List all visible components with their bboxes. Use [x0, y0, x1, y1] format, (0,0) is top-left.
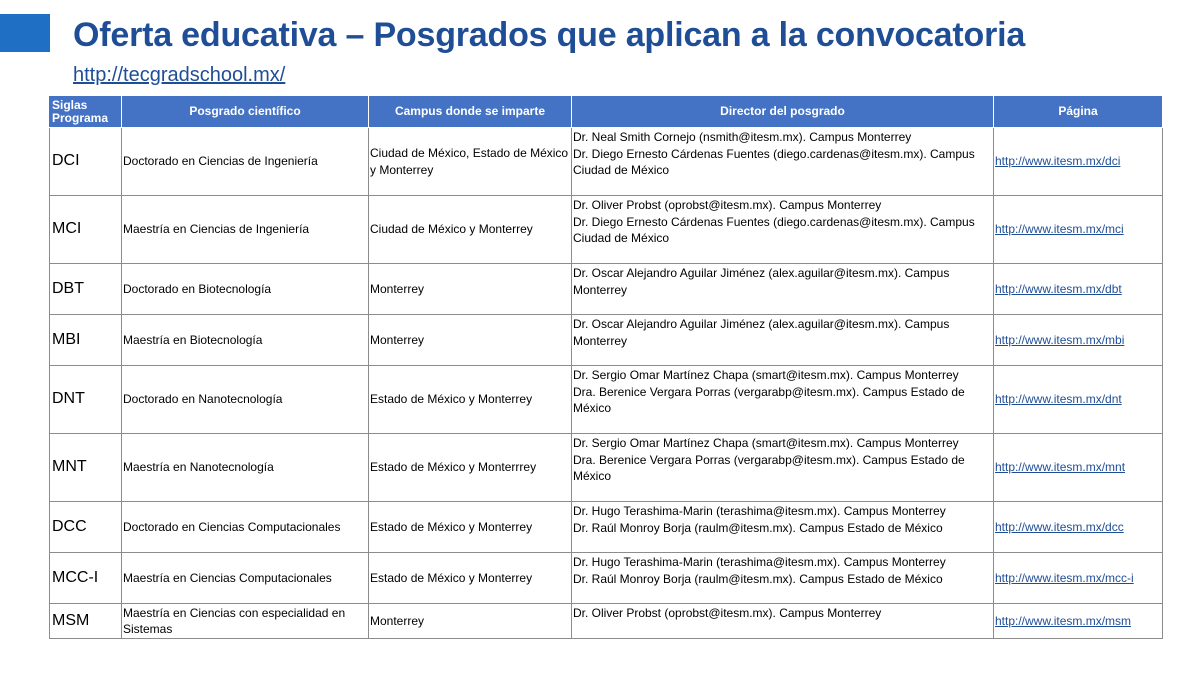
director-entry: Dr. Hugo Terashima-Marin (terashima@itesm.mx). Campus Monterrey [573, 504, 946, 518]
program-page-link[interactable]: http://www.itesm.mx/mbi [995, 332, 1125, 347]
program-code: DNT [50, 366, 122, 434]
table-row [50, 196, 1163, 264]
program-directors [572, 196, 994, 264]
director-entry: Dra. Berenice Vergara Porras (vergarabp@itesm.mx). Campus Estado de México [573, 384, 965, 415]
director-entry: Dr. Sergio Omar Martínez Chapa (smart@itesm.mx). Campus Monterrey [573, 436, 959, 450]
table-header-row [50, 96, 1163, 128]
table-row [50, 553, 1163, 604]
program-page [994, 264, 1163, 315]
program-directors [572, 434, 994, 502]
program-code: DCI [50, 128, 122, 196]
program-code: MNT [50, 434, 122, 502]
program-name: Maestría en Nanotecnología [122, 434, 369, 502]
program-page [994, 553, 1163, 604]
table-row [50, 128, 1163, 196]
table-row [50, 604, 1163, 639]
program-directors [572, 128, 994, 196]
page-title: Oferta educativa – Posgrados que aplican a la convocatoria [73, 16, 1026, 54]
program-directors [572, 553, 994, 604]
table-row [50, 264, 1163, 315]
director-entry: Dr. Diego Ernesto Cárdenas Fuentes (diego.cardenas@itesm.mx). Campus Ciudad de México [573, 146, 975, 177]
programs-table [49, 95, 1163, 639]
program-name: Maestría en Ciencias con especialidad en Sistemas [122, 604, 369, 639]
program-campus: Monterrey [369, 315, 572, 366]
program-page [994, 604, 1163, 639]
column-header-program: Posgrado científico [122, 96, 369, 128]
program-page [994, 366, 1163, 434]
director-entry: Dr. Raúl Monroy Borja (raulm@itesm.mx). Campus Estado de México [573, 520, 943, 535]
program-page-link[interactable]: http://www.itesm.mx/msm [995, 613, 1132, 628]
column-header-campus: Campus donde se imparte [369, 96, 572, 128]
program-page-link[interactable]: http://www.itesm.mx/mcc-i [995, 570, 1134, 585]
table-row [50, 366, 1163, 434]
column-header-director: Director del posgrado [572, 96, 994, 128]
program-page [994, 502, 1163, 553]
program-code: MCC-I [50, 553, 122, 604]
program-name: Doctorado en Ciencias de Ingeniería [122, 128, 369, 196]
grad-school-link[interactable]: http://tecgradschool.mx/ [73, 64, 286, 86]
program-campus: Estado de México y Monterrey [369, 553, 572, 604]
program-directors [572, 604, 994, 639]
program-name: Maestría en Biotecnología [122, 315, 369, 366]
program-name: Doctorado en Ciencias Computacionales [122, 502, 369, 553]
program-page-link[interactable]: http://www.itesm.mx/mci [995, 222, 1124, 237]
program-campus: Ciudad de México y Monterrey [369, 196, 572, 264]
column-header-code: Siglas Programa [50, 96, 122, 128]
program-page [994, 315, 1163, 366]
program-name: Maestría en Ciencias Computacionales [122, 553, 369, 604]
director-entry: Dr. Oscar Alejandro Aguilar Jiménez (alex.aguilar@itesm.mx). Campus Monterrey [573, 266, 950, 297]
table-row [50, 434, 1163, 502]
program-page-link[interactable]: http://www.itesm.mx/dcc [995, 519, 1124, 534]
program-code: MBI [50, 315, 122, 366]
program-page-link[interactable]: http://www.itesm.mx/dbt [995, 281, 1122, 296]
program-campus: Monterrey [369, 264, 572, 315]
program-code: DBT [50, 264, 122, 315]
program-campus: Estado de México y Monterrey [369, 366, 572, 434]
director-entry: Dr. Oliver Probst (oprobst@itesm.mx). Campus Monterrey [573, 198, 882, 212]
program-page [994, 434, 1163, 502]
column-header-page: Página [994, 96, 1163, 128]
table-row [50, 315, 1163, 366]
program-campus: Monterrey [369, 604, 572, 639]
program-code: MCI [50, 196, 122, 264]
program-directors [572, 315, 994, 366]
program-campus: Ciudad de México, Estado de México y Monterrey [369, 128, 572, 196]
director-entry: Dr. Oliver Probst (oprobst@itesm.mx). Campus Monterrey [573, 606, 882, 620]
director-entry: Dr. Neal Smith Cornejo (nsmith@itesm.mx). Campus Monterrey [573, 130, 912, 144]
program-directors [572, 502, 994, 553]
program-campus: Estado de México y Monterrey [369, 502, 572, 553]
director-entry: Dr. Hugo Terashima-Marin (terashima@itesm.mx). Campus Monterrey [573, 555, 946, 569]
director-entry: Dra. Berenice Vergara Porras (vergarabp@itesm.mx). Campus Estado de México [573, 452, 965, 483]
program-name: Doctorado en Biotecnología [122, 264, 369, 315]
program-code: MSM [50, 604, 122, 639]
program-page [994, 128, 1163, 196]
title-accent-bar [0, 14, 50, 52]
program-name: Doctorado en Nanotecnología [122, 366, 369, 434]
program-page [994, 196, 1163, 264]
program-page-link[interactable]: http://www.itesm.mx/dnt [995, 392, 1122, 407]
director-entry: Dr. Oscar Alejandro Aguilar Jiménez (alex.aguilar@itesm.mx). Campus Monterrey [573, 317, 950, 348]
program-campus: Estado de México y Monterrrey [369, 434, 572, 502]
director-entry: Dr. Diego Ernesto Cárdenas Fuentes (diego.cardenas@itesm.mx). Campus Ciudad de México [573, 214, 975, 245]
director-entry: Dr. Sergio Omar Martínez Chapa (smart@itesm.mx). Campus Monterrey [573, 368, 959, 382]
director-entry: Dr. Raúl Monroy Borja (raulm@itesm.mx). Campus Estado de México [573, 571, 943, 586]
program-code: DCC [50, 502, 122, 553]
program-directors [572, 366, 994, 434]
program-page-link[interactable]: http://www.itesm.mx/mnt [995, 460, 1126, 475]
program-directors [572, 264, 994, 315]
table-row [50, 502, 1163, 553]
program-page-link[interactable]: http://www.itesm.mx/dci [995, 154, 1121, 169]
program-name: Maestría en Ciencias de Ingeniería [122, 196, 369, 264]
